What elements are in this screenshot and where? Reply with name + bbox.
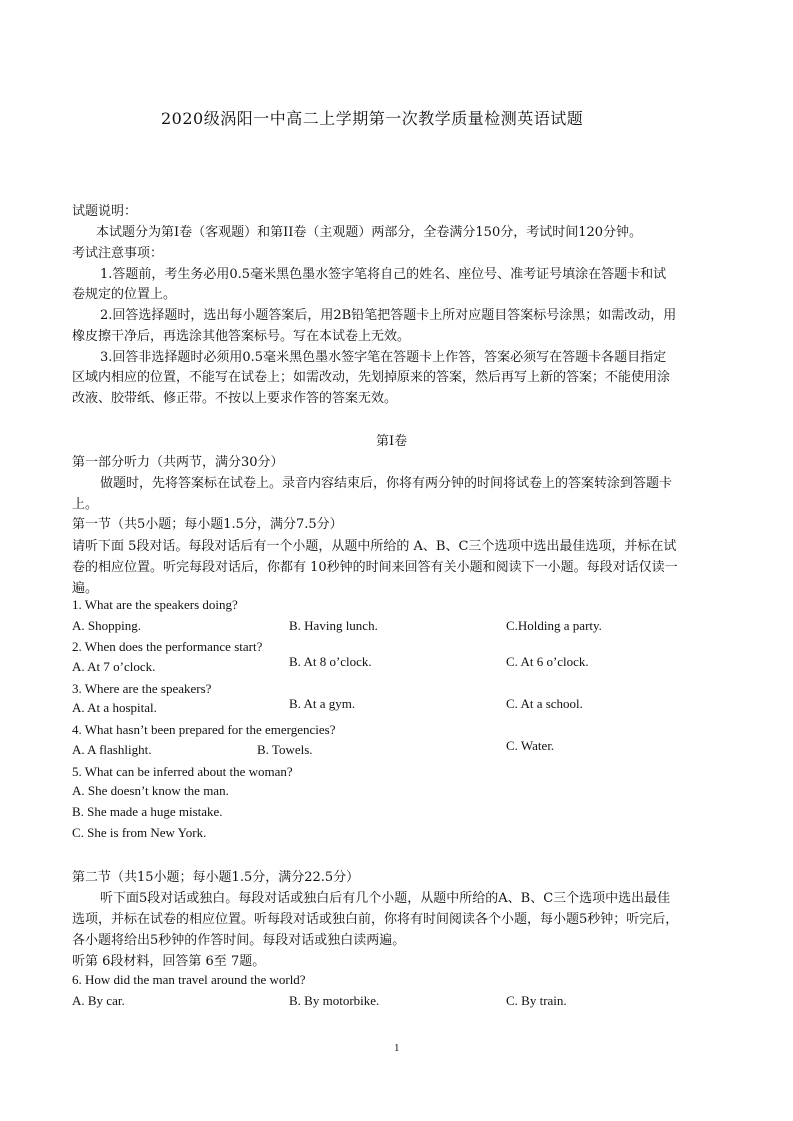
page-title: 2020级涡阳一中高二上学期第一次教学质量检测英语试题 bbox=[161, 109, 584, 128]
note-3-line-1: 3.回答非选择题时必须用0.5毫米黑色墨水签字笔在答题卡上作答，答案必须写在答题卡各题目指定 bbox=[100, 350, 667, 365]
question-3-option-b: B. At a gym. bbox=[289, 696, 356, 711]
part1-instruction-line-1: 做题时，先将答案标在试卷上。录音内容结束后，你将有两分钟的时间将试卷上的答案转涂到答题卡 bbox=[100, 476, 673, 491]
question-6-option-b: B. By motorbike. bbox=[289, 993, 380, 1008]
question-3: 3. Where are the speakers? bbox=[72, 681, 212, 696]
question-1-option-b: B. Having lunch. bbox=[289, 618, 378, 633]
question-4: 4. What hasn’t been prepared for the emergencies? bbox=[72, 722, 336, 737]
intro-description: 本试题分为第I卷（客观题）和第II卷（主观题）两部分，全卷满分150分，考试时间120分钟。 bbox=[96, 225, 643, 240]
part1-heading: 第一部分听力（共两节，满分30分） bbox=[72, 455, 284, 470]
question-5-option-b: B. She made a huge mistake. bbox=[72, 804, 223, 819]
question-4-option-a: A. A flashlight. bbox=[72, 742, 152, 757]
section2-instruction-line-3: 各小题将给出5秒钟的作答时间。每段对话或独白读两遍。 bbox=[72, 933, 406, 948]
section1-instruction-line-1: 请听下面 5段对话。每段对话后有一个小题，从题中所给的 A、B、C三个选项中选出最佳选项，并标在试 bbox=[72, 539, 677, 554]
notes-label: 考试注意事项： bbox=[72, 246, 164, 261]
note-3-line-3: 改液、胶带纸、修正带。不按以上要求作答的答案无效。 bbox=[72, 391, 398, 406]
part1-instruction-line-2: 上。 bbox=[72, 497, 99, 512]
note-1-line-1: 1.答题前，考生务必用0.5毫米黑色墨水签字笔将自己的姓名、座位号、准考证号填涂在答题卡和试 bbox=[100, 267, 667, 282]
question-4-option-b: B. Towels. bbox=[257, 742, 313, 757]
note-1-line-2: 卷规定的位置上。 bbox=[72, 287, 177, 302]
question-6-option-a: A. By car. bbox=[72, 993, 125, 1008]
section2-material-note: 听第 6段材料，回答第 6至 7题。 bbox=[72, 954, 266, 969]
question-4-option-c: C. Water. bbox=[506, 738, 555, 753]
section2-instruction-line-1: 听下面5段对话或独白。每段对话或独白后有几个小题，从题中所给的A、B、C三个选项中选出最佳 bbox=[100, 891, 671, 906]
question-6: 6. How did the man travel around the world? bbox=[72, 972, 306, 987]
question-1-option-c: C.Holding a party. bbox=[506, 618, 602, 633]
volume-heading: 第I卷 bbox=[376, 434, 408, 449]
section2-instruction-line-2: 选项，并标在试卷的相应位置。听每段对话或独白前，你将有时间阅读各个小题，每小题5秒钟；听完后， bbox=[72, 912, 679, 927]
section1-instruction-line-2: 卷的相应位置。听完每段对话后，你都有 10秒钟的时间来回答有关小题和阅读下一小题。每段对话仅读一 bbox=[72, 560, 678, 575]
question-3-option-a: A. At a hospital. bbox=[72, 700, 157, 715]
question-5: 5. What can be inferred about the woman? bbox=[72, 764, 293, 779]
section2-heading: 第二节（共15小题；每小题1.5分，满分22.5分） bbox=[72, 870, 360, 885]
note-2-line-2: 橡皮擦干净后，再选涂其他答案标号。写在本试卷上无效。 bbox=[72, 329, 411, 344]
question-5-option-c: C. She is from New York. bbox=[72, 825, 207, 840]
section1-heading: 第一节（共5小题；每小题1.5分，满分7.5分） bbox=[72, 517, 343, 532]
intro-label: 试题说明： bbox=[72, 204, 138, 219]
note-2-line-1: 2.回答选择题时，选出每小题答案后，用2B铅笔把答题卡上所对应题目答案标号涂黑；如需改动，用 bbox=[100, 308, 677, 323]
page-number: 1 bbox=[394, 1042, 400, 1054]
question-2-option-b: B. At 8 o’clock. bbox=[289, 654, 372, 669]
question-6-option-c: C. By train. bbox=[506, 993, 567, 1008]
question-3-option-c: C. At a school. bbox=[506, 696, 583, 711]
question-1: 1. What are the speakers doing? bbox=[72, 597, 238, 612]
question-5-option-a: A. She doesn’t know the man. bbox=[72, 783, 229, 798]
note-3-line-2: 区域内相应的位置，不能写在试卷上；如需改动，先划掉原来的答案，然后再写上新的答案；不能使用涂 bbox=[72, 370, 671, 385]
question-1-option-a: A. Shopping. bbox=[72, 618, 141, 633]
question-2-option-c: C. At 6 o’clock. bbox=[506, 654, 589, 669]
question-2: 2. When does the performance start? bbox=[72, 639, 263, 654]
section1-instruction-line-3: 遍。 bbox=[72, 581, 99, 596]
question-2-option-a: A. At 7 o’clock. bbox=[72, 659, 156, 674]
